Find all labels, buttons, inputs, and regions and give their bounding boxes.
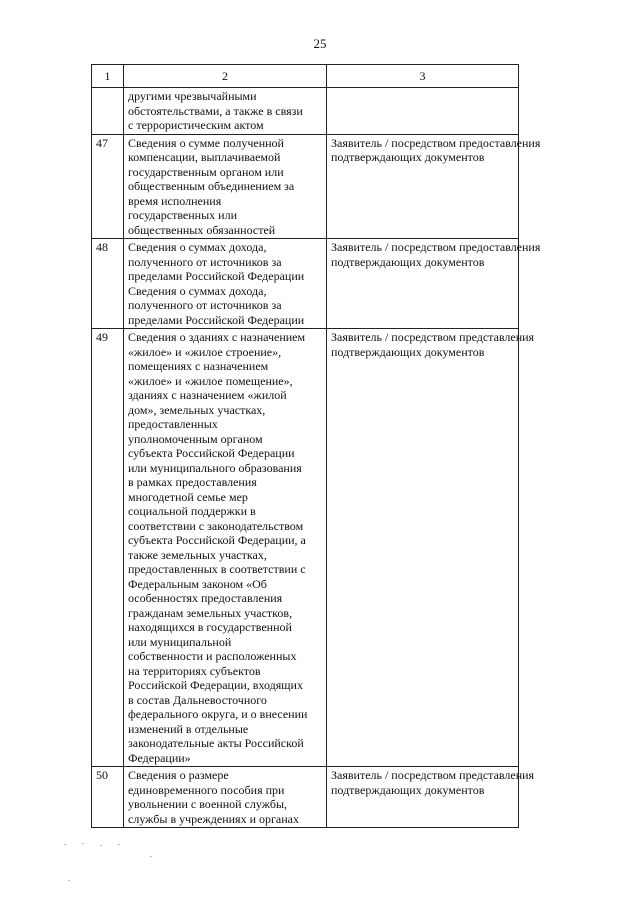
info-line: зданиях с назначением «жилой: [128, 388, 287, 402]
column-header-1: 1: [92, 65, 124, 88]
info-line: Федерации»: [128, 750, 191, 765]
info-line: федерального округа, и о внесении: [128, 707, 308, 721]
info-line: также земельных участках,: [128, 547, 267, 562]
info-line: другими чрезвычайными: [128, 89, 257, 103]
info-line: или муниципального образования: [128, 460, 302, 475]
row-number-cell: 47: [92, 134, 124, 239]
info-line: «жилое» и «жилое строение»,: [128, 344, 282, 359]
source-cell: [327, 767, 535, 828]
info-line: полученного от источников за: [128, 254, 282, 269]
table-row: [92, 134, 519, 239]
row-number-cell: 50: [92, 767, 124, 828]
info-line: многодетной семье мер: [128, 489, 248, 504]
source-line: подтверждающих документов: [331, 254, 485, 269]
info-line: государственным органом или: [128, 164, 284, 179]
info-line: в состав Дальневосточного: [128, 692, 267, 707]
info-line: время исполнения: [128, 193, 222, 208]
info-line: субъекта Российской Федерации: [128, 446, 295, 460]
page-number: 25: [313, 36, 327, 51]
table-row-continuation: [92, 88, 519, 135]
info-line: предоставленных в соответствии с: [128, 562, 306, 576]
source-cell: [327, 88, 519, 135]
info-line: пределами Российской Федерации: [128, 312, 305, 327]
table-row: [92, 239, 519, 329]
info-line: Сведения о размере: [128, 768, 229, 782]
info-line: с террористическим актом: [128, 118, 264, 132]
info-line: особенностях предоставления: [128, 591, 283, 605]
info-line: общественных обязанностей: [128, 222, 276, 237]
row-number-cell: 49: [92, 329, 124, 767]
info-line: законодательные акты Российской: [128, 736, 304, 750]
info-line: дом», земельных участках,: [128, 402, 266, 417]
source-line: Заявитель / посредством предоставления: [331, 135, 541, 150]
info-line: пределами Российской Федерации: [128, 269, 305, 283]
info-line: собственности и расположенных: [128, 649, 297, 663]
table-header-row: [92, 65, 519, 88]
table-row: [92, 329, 519, 767]
source-line: подтверждающих документов: [331, 344, 485, 359]
scan-artifacts: [60, 838, 180, 888]
info-line: «жилое» и «жилое помещение»,: [128, 373, 293, 388]
source-line: подтверждающих документов: [331, 782, 485, 797]
column-header-3: 3: [327, 65, 519, 88]
info-line: Российской Федерации, входящих: [128, 678, 303, 692]
info-cell: [124, 767, 327, 828]
info-line: в рамках предоставления: [128, 475, 257, 489]
info-line: единовременного пособия при: [128, 782, 285, 797]
document-table: [91, 64, 541, 828]
info-line: изменений в отдельные: [128, 721, 249, 736]
info-line: службы в учреждениях и органах: [128, 811, 299, 826]
info-line: субъекта Российской Федерации, а: [128, 533, 306, 547]
info-line: компенсации, выплачиваемой: [128, 150, 281, 164]
info-line: социальной поддержки в: [128, 504, 256, 518]
info-line: или муниципальной: [128, 634, 232, 649]
info-line: увольнении с военной службы,: [128, 797, 288, 811]
info-line: Сведения о суммах дохода,: [128, 240, 267, 254]
info-line: уполномоченным органом: [128, 431, 263, 446]
source-line: Заявитель / посредством предоставления: [331, 240, 541, 254]
source-cell: [327, 134, 541, 239]
info-line: предоставленных: [128, 417, 218, 431]
info-line: помещениях с назначением: [128, 359, 269, 373]
source-line: Заявитель / посредством представления: [331, 330, 535, 344]
info-line: Сведения о сумме полученной: [128, 135, 284, 150]
info-line: Сведения о суммах дохода,: [128, 283, 267, 298]
info-cell: [124, 88, 327, 135]
table-row: [92, 767, 519, 828]
info-cell: [124, 134, 327, 239]
source-line: Заявитель / посредством представления: [331, 768, 535, 782]
info-line: полученного от источников за: [128, 298, 282, 312]
info-line: на территориях субъектов: [128, 663, 261, 678]
info-cell: [124, 329, 327, 767]
info-line: общественным объединением за: [128, 179, 295, 193]
row-number-cell: [92, 88, 124, 135]
source-cell: [327, 329, 535, 767]
info-line: Сведения о зданиях с назначением: [128, 330, 306, 344]
source-cell: [327, 239, 541, 329]
info-line: Федеральным законом «Об: [128, 576, 267, 591]
info-line: обстоятельствами, а также в связи: [128, 103, 303, 118]
info-line: соответствии с законодательством: [128, 518, 304, 533]
row-number-cell: 48: [92, 239, 124, 329]
column-header-2: 2: [124, 65, 327, 88]
info-line: находящихся в государственной: [128, 620, 292, 634]
info-line: государственных или: [128, 208, 237, 222]
source-line: подтверждающих документов: [331, 150, 485, 164]
info-line: гражданам земельных участков,: [128, 605, 293, 620]
info-cell: [124, 239, 327, 329]
